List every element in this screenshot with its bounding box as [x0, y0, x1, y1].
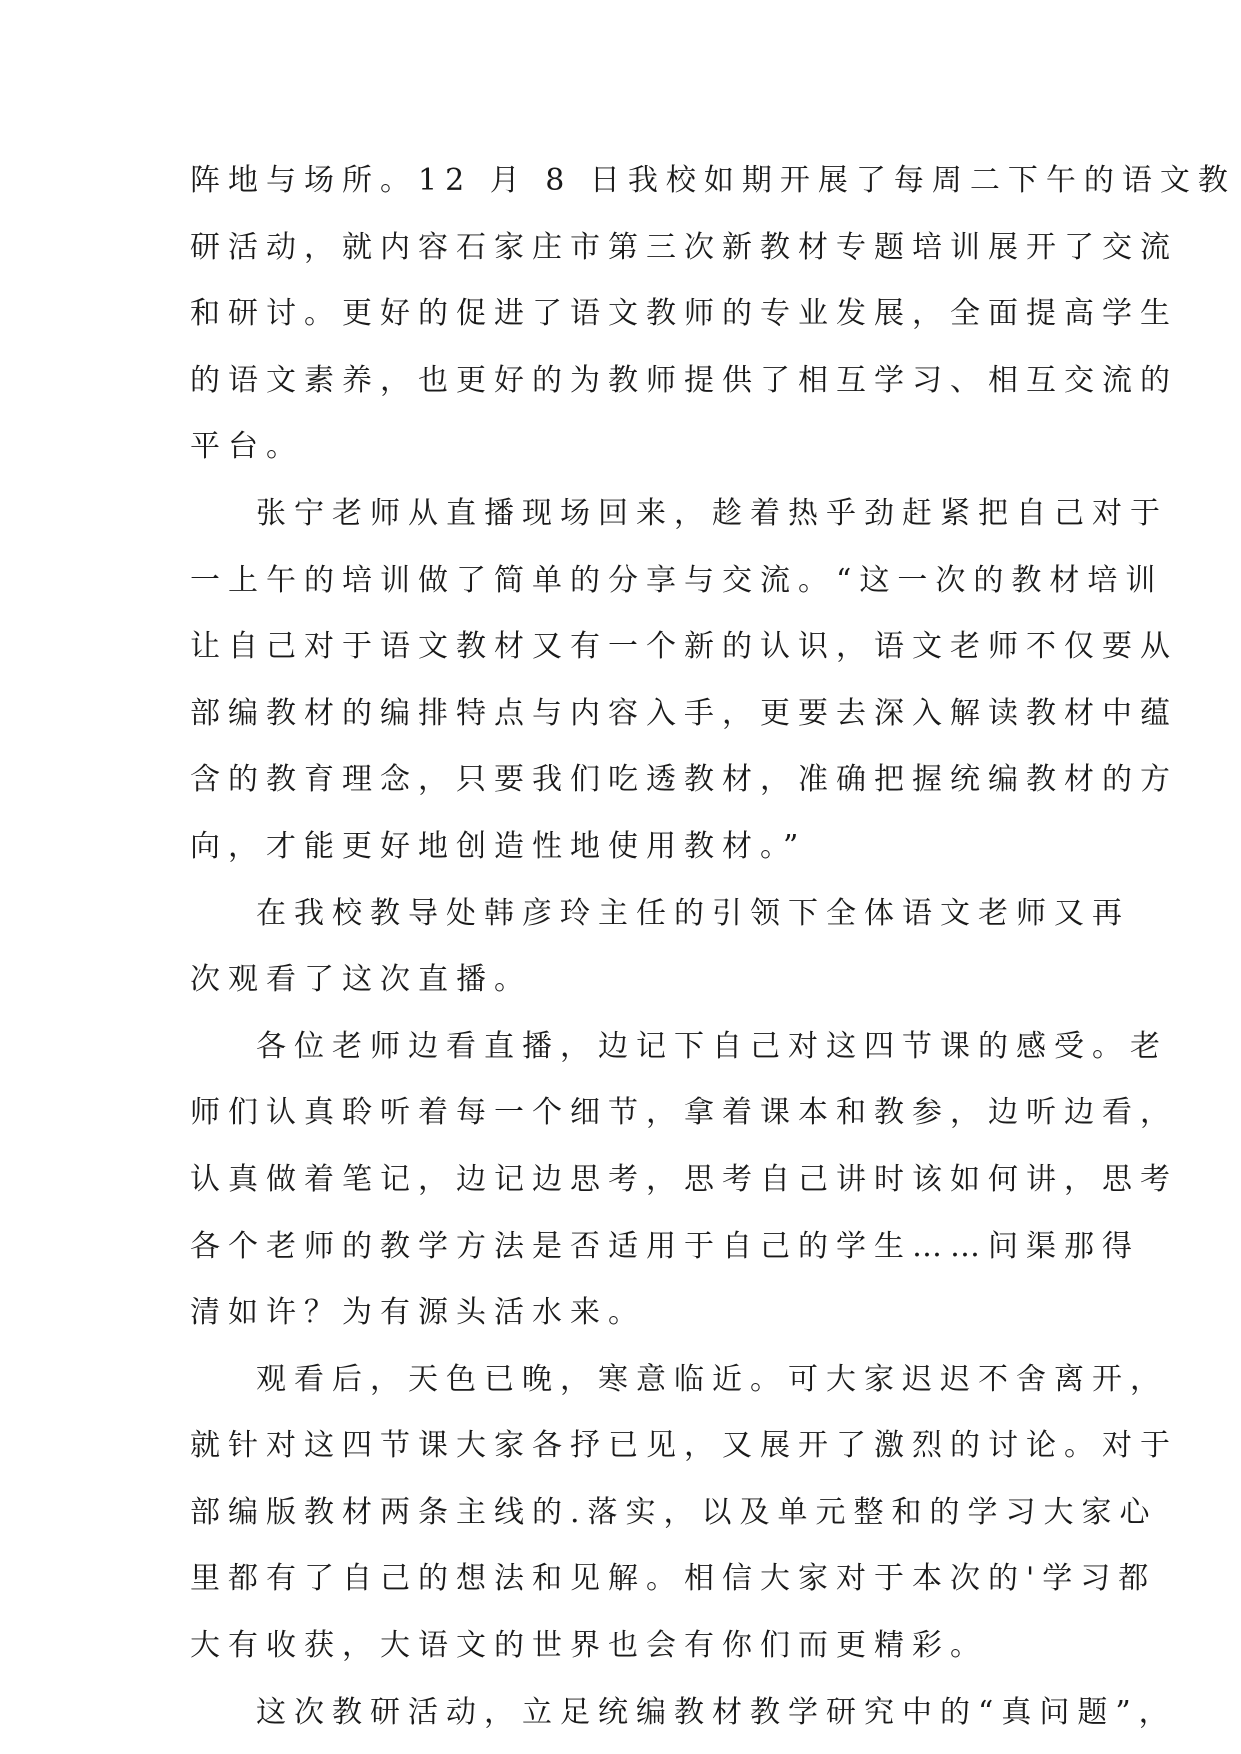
text-line: 在我校教导处韩彦玲主任的引领下全体语文老师又再 [256, 895, 1130, 931]
text-line: 平台。 [190, 429, 304, 465]
text-line: 观看后，天色已晚，寒意临近。可大家迟迟不舍离开， [256, 1361, 1168, 1397]
text-line: 大有收获，大语文的世界也会有你们而更精彩。 [190, 1628, 988, 1664]
text-line: 清如许？为有源头活水来。 [190, 1295, 646, 1331]
text-line: 里都有了自己的想法和见解。相信大家对于本次的'学习都 [190, 1561, 1157, 1597]
text-line: 这次教研活动，立足统编教材教学研究中的“真问题”， [256, 1694, 1177, 1730]
text-line: 部编教材的编排特点与内容入手，更要去深入解读教材中蕴 [190, 695, 1178, 731]
text-line: 认真做着笔记，边记边思考，思考自己讲时该如何讲，思考 [190, 1161, 1178, 1197]
text-line: 向，才能更好地创造性地使用教材。” [190, 828, 807, 864]
text-line: 和研讨。更好的促进了语文教师的专业发展，全面提高学生 [190, 296, 1178, 332]
text-line: 各个老师的教学方法是否适用于自己的学生……问渠那得 [190, 1228, 1140, 1264]
text-line: 张宁老师从直播现场回来，趁着热乎劲赶紧把自己对于 [256, 495, 1168, 531]
text-line: 研活动，就内容石家庄市第三次新教材专题培训展开了交流 [190, 229, 1178, 265]
text-line: 次观看了这次直播。 [190, 962, 532, 998]
text-line: 部编版教材两条主线的.落实，以及单元整和的学习大家心 [190, 1494, 1158, 1530]
text-line: 的语文素养，也更好的为教师提供了相互学习、相互交流的 [190, 362, 1178, 398]
text-line: 就针对这四节课大家各抒已见，又展开了激烈的讨论。对于 [190, 1428, 1178, 1464]
text-line: 含的教育理念，只要我们吃透教材，准确把握统编教材的方 [190, 762, 1178, 798]
text-line: 师们认真聆听着每一个细节，拿着课本和教参，边听边看， [190, 1095, 1178, 1131]
text-line: 阵地与场所。12 月 8 日我校如期开展了每周二下午的语文教 [190, 163, 1236, 198]
document-body [190, 148, 1236, 1746]
text-line: 各位老师边看直播，边记下自己对这四节课的感受。老 [256, 1028, 1168, 1064]
text-line: 让自己对于语文教材又有一个新的认识，语文老师不仅要从 [190, 629, 1178, 665]
text-line: 一上午的培训做了简单的分享与交流。“这一次的教材培训 [190, 562, 1164, 598]
